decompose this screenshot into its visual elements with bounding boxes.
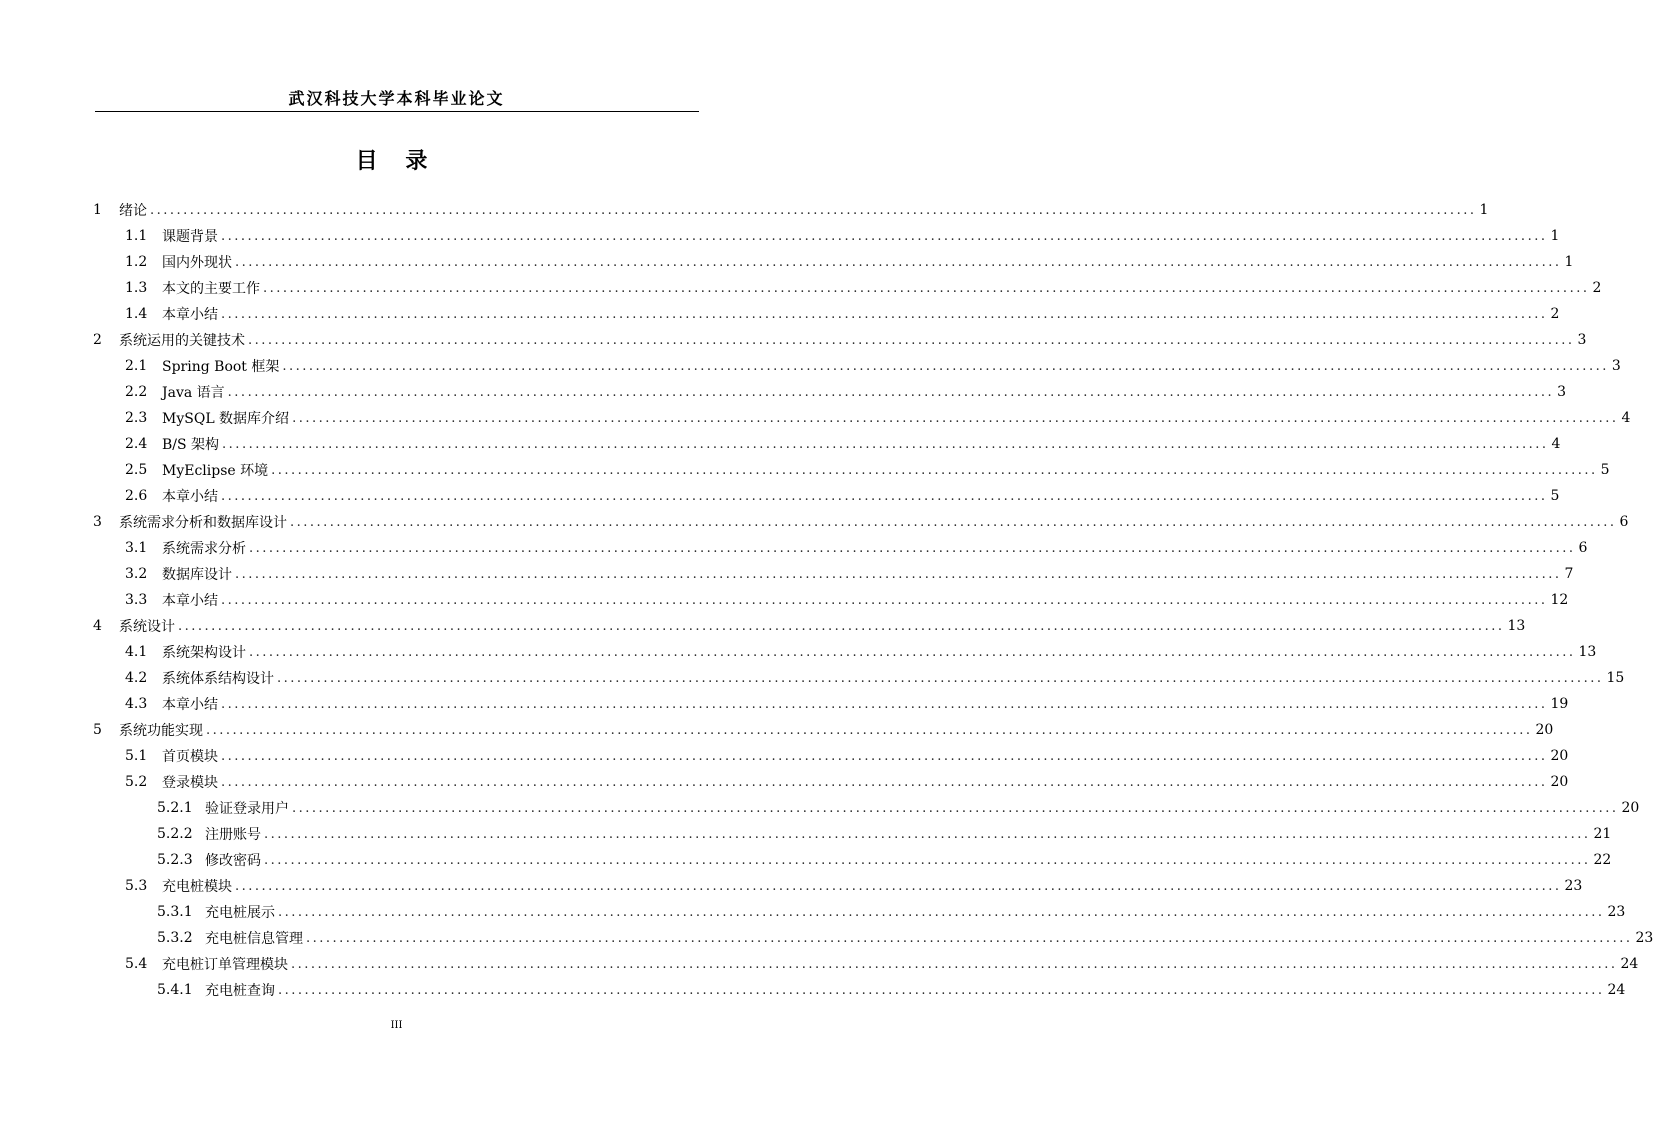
toc-entry-page: 3 xyxy=(1611,358,1621,374)
toc-entry[interactable] xyxy=(93,561,1574,587)
toc-entry-label: 系统需求分析和数据库设计 xyxy=(119,515,287,531)
toc-entry-page: 3 xyxy=(1577,332,1587,348)
toc-entry-number: 2.6 xyxy=(125,488,148,504)
toc-entry-number: 5.2 xyxy=(125,774,148,790)
toc-entry-number: 4 xyxy=(93,618,102,634)
toc-dot-leader: ........................................................................................................................................................................................................ xyxy=(291,956,1618,972)
toc-entry-page: 20 xyxy=(1621,800,1640,816)
toc-entry-number: 5.3.1 xyxy=(157,904,193,920)
toc-entry[interactable] xyxy=(93,899,1626,925)
toc-entry[interactable] xyxy=(93,379,1567,405)
toc-entry-label: 国内外现状 xyxy=(162,255,232,271)
toc-entry[interactable] xyxy=(93,769,1569,795)
toc-dot-leader: ........................................................................................................................................................................................................ xyxy=(222,436,1549,452)
toc-entry-page: 6 xyxy=(1619,514,1629,530)
toc-entry-number: 5.1 xyxy=(125,748,148,764)
toc-entry-number: 2 xyxy=(93,332,102,348)
toc-entry-page: 13 xyxy=(1578,644,1597,660)
toc-entry-number: 3.2 xyxy=(125,566,148,582)
toc-entry-label: 系统需求分析 xyxy=(162,541,246,557)
toc-entry-label: 系统体系结构设计 xyxy=(162,671,274,687)
document-header-title: 武汉科技大学本科毕业论文 xyxy=(288,89,505,108)
toc-entry-label: 数据库设计 xyxy=(162,567,232,583)
toc-entry-label: 系统架构设计 xyxy=(162,645,246,661)
toc-entry-label: 系统设计 xyxy=(119,619,175,635)
toc-entry-page: 4 xyxy=(1551,436,1561,452)
toc-dot-leader: ........................................................................................................................................................................................................ xyxy=(264,826,1591,842)
toc-entry-number: 5.4 xyxy=(125,956,148,972)
toc-entry-number: 4.3 xyxy=(125,696,148,712)
toc-entry-number: 5.2.3 xyxy=(157,852,193,868)
toc-entry-page: 2 xyxy=(1592,280,1602,296)
toc-entry-number: 5.2.1 xyxy=(157,800,193,816)
toc-entry-label: 充电桩展示 xyxy=(205,905,275,921)
toc-entry-page: 24 xyxy=(1620,956,1639,972)
toc-entry-page: 15 xyxy=(1606,670,1625,686)
toc-entry[interactable] xyxy=(93,665,1625,691)
toc-entry[interactable] xyxy=(93,353,1621,379)
toc-entry-number: 1.4 xyxy=(125,306,148,322)
toc-dot-leader: ........................................................................................................................................................................................................ xyxy=(221,696,1548,712)
toc-entry[interactable] xyxy=(93,483,1560,509)
toc-dot-leader: ........................................................................................................................................................................................................ xyxy=(249,644,1576,660)
toc-dot-leader: ........................................................................................................................................................................................................ xyxy=(178,618,1505,634)
toc-entry[interactable] xyxy=(93,639,1597,665)
toc-entry-number: 5.2.2 xyxy=(157,826,193,842)
toc-dot-leader: ........................................................................................................................................................................................................ xyxy=(221,748,1548,764)
toc-dot-leader: ........................................................................................................................................................................................................ xyxy=(150,202,1477,218)
toc-entry-number: 4.1 xyxy=(125,644,148,660)
toc-dot-leader: ........................................................................................................................................................................................................ xyxy=(221,488,1548,504)
toc-entry-page: 7 xyxy=(1564,566,1574,582)
toc-entry-page: 22 xyxy=(1593,852,1612,868)
toc-entry[interactable] xyxy=(93,405,1631,431)
toc-entry[interactable] xyxy=(93,951,1639,977)
toc-entry[interactable] xyxy=(93,223,1560,249)
toc-dot-leader: ........................................................................................................................................................................................................ xyxy=(263,280,1590,296)
toc-dot-leader: ........................................................................................................................................................................................................ xyxy=(278,904,1605,920)
toc-entry-page: 3 xyxy=(1557,384,1567,400)
toc-entry-page: 1 xyxy=(1564,254,1574,270)
toc-entry-label: 登录模块 xyxy=(162,775,218,791)
toc-entry-label: B/S 架构 xyxy=(162,437,220,453)
toc-entry-label: 修改密码 xyxy=(205,853,261,869)
toc-dot-leader: ........................................................................................................................................................................................................ xyxy=(249,540,1576,556)
header-divider xyxy=(95,111,699,112)
toc-entry-label: 充电桩查询 xyxy=(205,983,275,999)
toc-entry-label: 本文的主要工作 xyxy=(162,281,260,297)
toc-entry-page: 12 xyxy=(1550,592,1569,608)
toc-entry-number: 4.2 xyxy=(125,670,148,686)
toc-entry[interactable] xyxy=(93,535,1588,561)
toc-entry-page: 13 xyxy=(1507,618,1526,634)
toc-entry-number: 2.5 xyxy=(125,462,148,478)
toc-entry-label: 本章小结 xyxy=(162,307,218,323)
toc-entry-page: 2 xyxy=(1550,306,1560,322)
toc-entry[interactable] xyxy=(93,197,1489,223)
toc-dot-leader: ........................................................................................................................................................................................................ xyxy=(235,566,1562,582)
toc-dot-leader: ........................................................................................................................................................................................................ xyxy=(221,774,1548,790)
toc-entry-label: Spring Boot 框架 xyxy=(162,359,280,375)
toc-entry[interactable] xyxy=(93,327,1587,353)
toc-dot-leader: ........................................................................................................................................................................................................ xyxy=(235,254,1562,270)
toc-entry-page: 19 xyxy=(1550,696,1569,712)
toc-entry-label: MyEclipse 环境 xyxy=(162,463,269,479)
toc-entry[interactable] xyxy=(93,509,1629,535)
toc-entry-page: 5 xyxy=(1600,462,1610,478)
toc-entry-page: 1 xyxy=(1550,228,1560,244)
toc-entry-number: 1.1 xyxy=(125,228,148,244)
toc-entry-number: 5.3.2 xyxy=(157,930,193,946)
toc-entry-label: 系统功能实现 xyxy=(119,723,203,739)
toc-entry-number: 1 xyxy=(93,202,102,218)
toc-entry-label: 本章小结 xyxy=(162,593,218,609)
toc-entry-label: 本章小结 xyxy=(162,489,218,505)
toc-dot-leader: ........................................................................................................................................................................................................ xyxy=(292,800,1619,816)
toc-entry-page: 6 xyxy=(1578,540,1588,556)
toc-entry-page: 20 xyxy=(1535,722,1554,738)
toc-entry-number: 2.2 xyxy=(125,384,148,400)
toc-dot-leader: ........................................................................................................................................................................................................ xyxy=(221,228,1548,244)
toc-entry[interactable] xyxy=(93,587,1569,613)
toc-entry-label: MySQL 数据库介绍 xyxy=(162,411,290,427)
toc-entry-number: 3.3 xyxy=(125,592,148,608)
toc-entry-label: 绪论 xyxy=(119,203,147,219)
toc-dot-leader: ........................................................................................................................................................................................................ xyxy=(227,384,1555,400)
toc-entry-label: 本章小结 xyxy=(162,697,218,713)
page-number: III xyxy=(390,1020,403,1031)
toc-dot-leader: ........................................................................................................................................................................................................ xyxy=(290,514,1617,530)
toc-entry-number: 2.1 xyxy=(125,358,148,374)
toc-entry[interactable] xyxy=(93,457,1610,483)
toc-title: 目 录 xyxy=(355,148,438,174)
toc-entry-number: 1.2 xyxy=(125,254,148,270)
toc-entry-label: 注册账号 xyxy=(205,827,261,843)
toc-dot-leader: ........................................................................................................................................................................................................ xyxy=(221,306,1548,322)
toc-dot-leader: ........................................................................................................................................................................................................ xyxy=(206,722,1533,738)
toc-entry[interactable] xyxy=(93,249,1574,275)
toc-dot-leader: ........................................................................................................................................................................................................ xyxy=(282,358,1609,374)
toc-entry[interactable] xyxy=(93,275,1602,301)
toc-dot-leader: ........................................................................................................................................................................................................ xyxy=(235,878,1562,894)
toc-entry-label: 课题背景 xyxy=(162,229,218,245)
toc-entry-page: 21 xyxy=(1593,826,1612,842)
toc-entry[interactable] xyxy=(93,691,1569,717)
toc-entry-page: 20 xyxy=(1550,774,1569,790)
toc-entry[interactable] xyxy=(93,431,1561,457)
toc-entry-page: 5 xyxy=(1550,488,1560,504)
toc-entry-page: 24 xyxy=(1607,982,1626,998)
toc-entry[interactable] xyxy=(93,795,1640,821)
toc-dot-leader: ........................................................................................................................................................................................................ xyxy=(278,982,1605,998)
toc-entry-label: Java 语言 xyxy=(162,385,225,401)
toc-entry[interactable] xyxy=(93,717,1554,743)
toc-entry[interactable] xyxy=(93,821,1612,847)
toc-entry-number: 3 xyxy=(93,514,102,530)
toc-entry-page: 23 xyxy=(1607,904,1626,920)
toc-entry-number: 2.3 xyxy=(125,410,148,426)
toc-entry-page: 20 xyxy=(1550,748,1569,764)
toc-entry-number: 5 xyxy=(93,722,102,738)
toc-entry-number: 1.3 xyxy=(125,280,148,296)
toc-dot-leader: ........................................................................................................................................................................................................ xyxy=(306,930,1633,946)
toc-entry[interactable] xyxy=(93,613,1526,639)
toc-dot-leader: ........................................................................................................................................................................................................ xyxy=(271,462,1598,478)
toc-entry[interactable] xyxy=(93,847,1612,873)
toc-entry-page: 23 xyxy=(1635,930,1653,946)
toc-entry[interactable] xyxy=(93,925,1653,951)
toc-dot-leader: ........................................................................................................................................................................................................ xyxy=(264,852,1591,868)
toc-entry-label: 首页模块 xyxy=(162,749,218,765)
toc-entry-label: 充电桩模块 xyxy=(162,879,232,895)
toc-dot-leader: ........................................................................................................................................................................................................ xyxy=(221,592,1548,608)
toc-entry[interactable] xyxy=(93,301,1560,327)
toc-dot-leader: ........................................................................................................................................................................................................ xyxy=(292,410,1619,426)
toc-entry-number: 5.3 xyxy=(125,878,148,894)
toc-entry-page: 23 xyxy=(1564,878,1583,894)
toc-dot-leader: ........................................................................................................................................................................................................ xyxy=(248,332,1575,348)
toc-entry-page: 1 xyxy=(1479,202,1489,218)
toc-entry-label: 系统运用的关键技术 xyxy=(119,333,245,349)
toc-entry[interactable] xyxy=(93,743,1569,769)
toc-entry-label: 充电桩订单管理模块 xyxy=(162,957,288,973)
toc-entry[interactable] xyxy=(93,873,1583,899)
toc-entry-label: 验证登录用户 xyxy=(205,801,289,817)
toc-entry[interactable] xyxy=(93,977,1626,1003)
toc-entry-number: 5.4.1 xyxy=(157,982,193,998)
toc-entry-page: 4 xyxy=(1621,410,1631,426)
toc-dot-leader: ........................................................................................................................................................................................................ xyxy=(277,670,1604,686)
toc-entry-number: 2.4 xyxy=(125,436,148,452)
toc-entry-label: 充电桩信息管理 xyxy=(205,931,303,947)
table-of-contents xyxy=(93,197,1653,1003)
toc-entry-number: 3.1 xyxy=(125,540,148,556)
